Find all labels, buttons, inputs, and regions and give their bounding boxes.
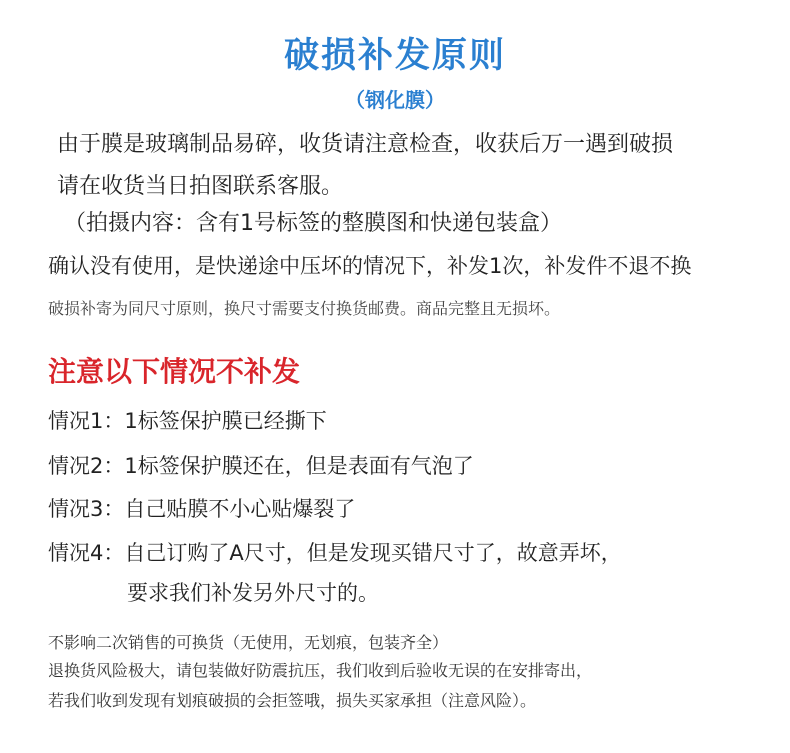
note-line-3: 若我们收到发现有划痕破损的会拒签哦，损失买家承担（注意风险）。 [48, 691, 537, 710]
intro-line-1: 由于膜是玻璃制品易碎，收货请注意检查，收获后万一遇到破损 [57, 132, 674, 157]
intro-line-3: （拍摄内容：含有1号标签的整膜图和快递包装盒） [64, 211, 562, 236]
intro-line-2: 请在收货当日拍图联系客服。 [57, 174, 344, 199]
intro-line-5: 破损补寄为同尺寸原则，换尺寸需要支付换货邮费。商品完整且无损坏。 [48, 299, 561, 318]
case-item: 情况2：1标签保护膜还在，但是表面有气泡了 [48, 454, 474, 478]
page-subtitle: （钢化膜） [345, 88, 445, 112]
case-item-continued: 要求我们补发另外尺寸的。 [127, 581, 379, 605]
case-item: 情况4：自己订购了A尺寸，但是发现买错尺寸了，故意弄坏， [48, 541, 622, 565]
case-item: 情况3：自己贴膜不小心贴爆裂了 [48, 497, 356, 521]
note-line-2: 退换货风险极大，请包装做好防震抗压，我们收到后验收无误的在安排寄出， [48, 661, 593, 680]
case-item: 情况1：1标签保护膜已经撕下 [48, 409, 327, 433]
page-title: 破损补发原则 [283, 36, 506, 76]
intro-line-4: 确认没有使用，是快递途中压坏的情况下，补发1次，补发件不退不换 [48, 254, 692, 278]
warning-heading: 注意以下情况不补发 [48, 355, 301, 388]
note-line-1: 不影响二次销售的可换货（无使用，无划痕，包装齐全） [48, 633, 449, 652]
